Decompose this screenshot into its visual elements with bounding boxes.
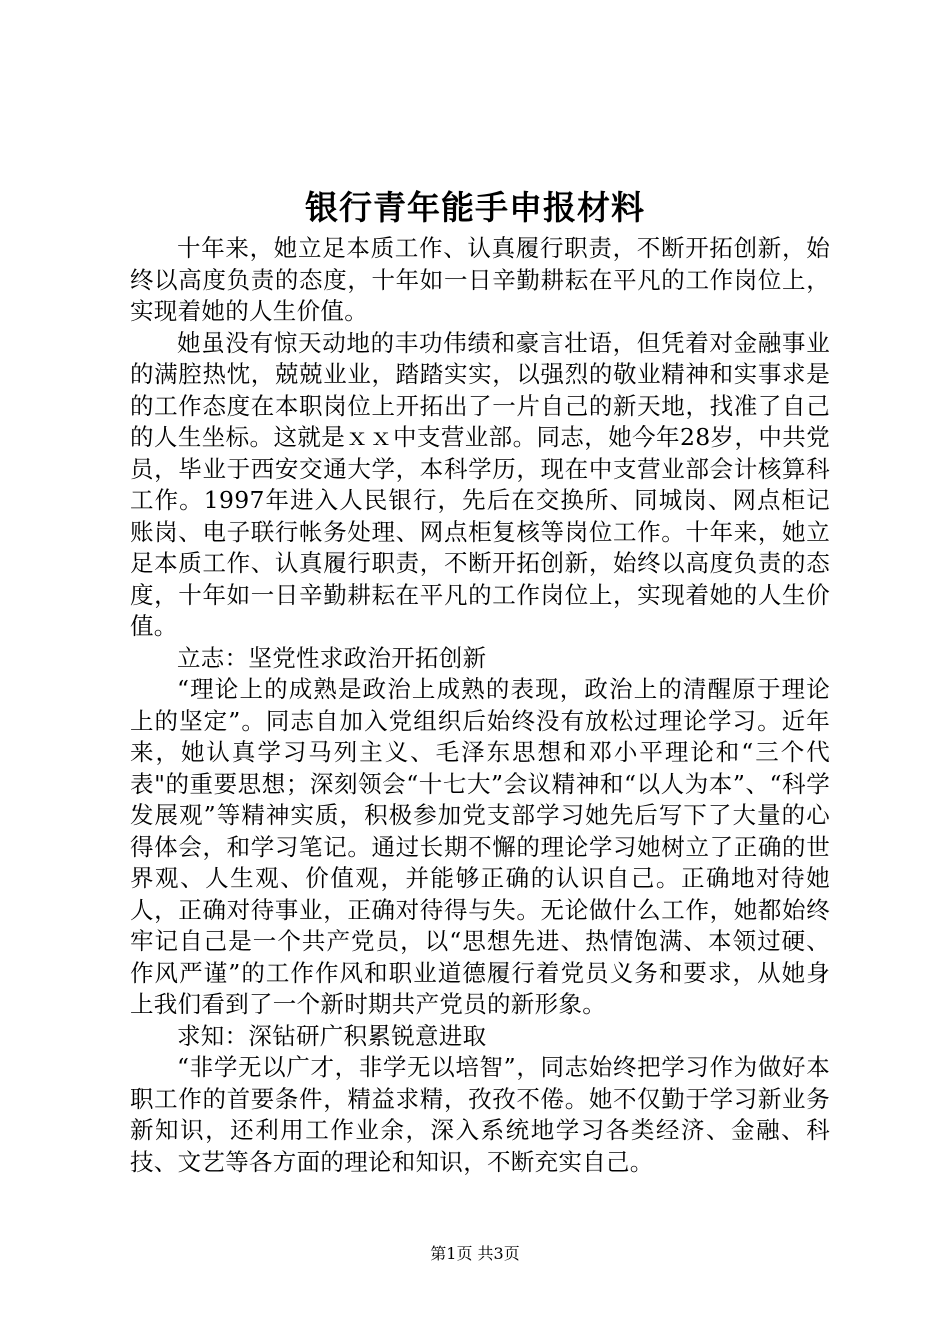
document-title: 银行青年能手申报材料 [305,188,645,227]
paragraph-profile: 她虽没有惊天动地的丰功伟绩和豪言壮语，但凭着对金融事业的满腔热忱，兢兢业业，踏踏实实，以强烈的敬业精神和实事求是的工作态度在本职岗位上开拓出了一片自己的新天地，找准了自己的人生坐标。这就是ｘｘ中支营业部。同志，她今年28岁，中共党员，毕业于西安交通大学，本科学历，现在中支营业部会计核算科工作。1997年进入人民银行，先后在交换所、同城岗、网点柜记账岗、电子联行帐务处理、网点柜复核等岗位工作。十年来，她立足本质工作、认真履行职责，不断开拓创新，始终以高度负责的态度，十年如一日辛勤耕耘在平凡的工作岗位上，实现着她的人生价值。 [130,328,830,640]
section-heading-lizhi: 立志：坚党性求政治开拓创新 [177,643,487,672]
document-body [130,233,830,1178]
paragraph-intro: 十年来，她立足本质工作、认真履行职责，不断开拓创新，始终以高度负责的态度，十年如一日辛勤耕耘在平凡的工作岗位上，实现着她的人生价值。 [130,234,830,325]
page-number-footer: 第1页 共3页 [430,1244,520,1263]
paragraph-theory-study: “理论上的成熟是政治上成熟的表现，政治上的清醒原于理论上的坚定”。同志自加入党组织后始终没有放松过理论学习。近年来，她认真学习马列主义、毛泽东思想和邓小平理论和“三个代表"的重要思想；深刻领会“十七大”会议精神和“以人为本”、“科学发展观”等精神实质，积极参加党支部学习她先后写下了大量的心得体会，和学习笔记。通过长期不懈的理论学习她树立了正确的世界观、人生观、价值观，并能够正确的认识自己。正确地对待她人，正确对待事业，正确对待得与失。无论做什么工作，她都始终牢记自己是一个共产党员，以“思想先进、热情饱满、本领过硬、作风严谨”的工作作风和职业道德履行着党员义务和要求，从她身上我们看到了一个新时期共产党员的新形象。 [130,675,830,1018]
section-heading-qiuzhi: 求知：深钻研广积累锐意进取 [177,1021,487,1050]
paragraph-learning: “非学无以广才，非学无以培智”，同志始终把学习作为做好本职工作的首要条件，精益求精，孜孜不倦。她不仅勤于学习新业务新知识，还利用工作业余，深入系统地学习各类经济、金融、科技、文艺等各方面的理论和知识，不断充实自己。 [130,1053,830,1176]
